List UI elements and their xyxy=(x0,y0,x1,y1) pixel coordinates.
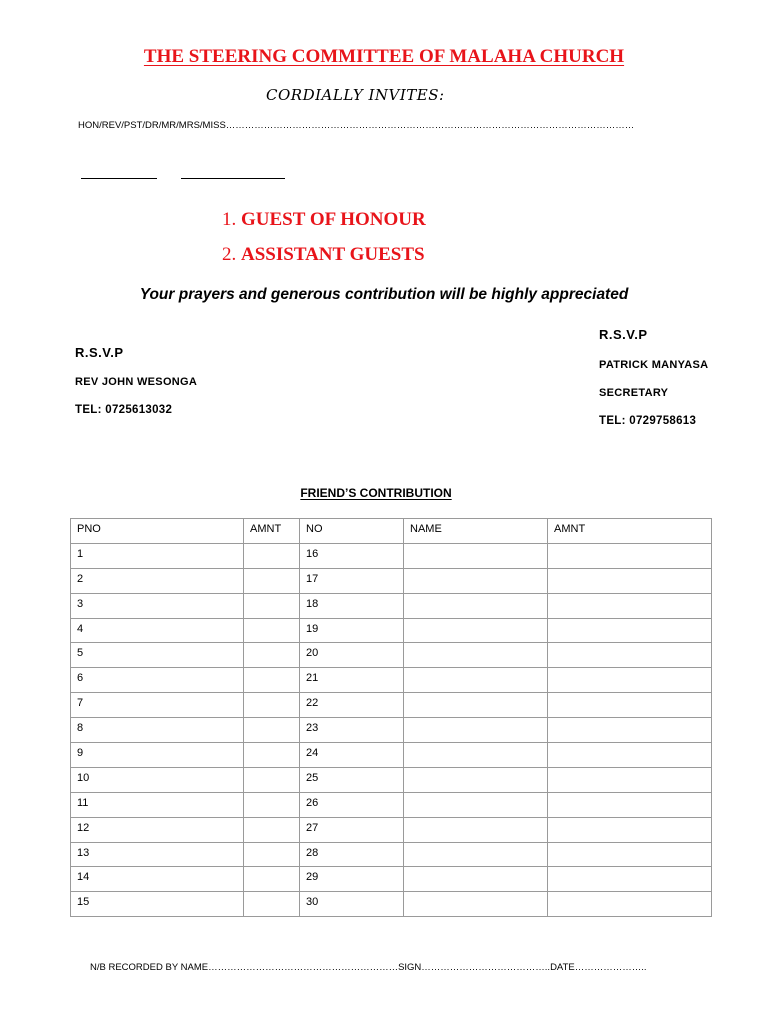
table-row xyxy=(71,892,712,917)
cell-no: 25 xyxy=(300,767,404,792)
cell-name[interactable] xyxy=(404,618,548,643)
rsvp-left-heading: R.S.V.P xyxy=(75,345,124,360)
cell-amnt-2[interactable] xyxy=(548,892,712,917)
cell-no: 26 xyxy=(300,792,404,817)
cell-pno: 2 xyxy=(71,568,244,593)
cell-amnt[interactable] xyxy=(244,792,300,817)
cell-name[interactable] xyxy=(404,643,548,668)
cell-name[interactable] xyxy=(404,668,548,693)
cell-amnt[interactable] xyxy=(244,693,300,718)
cell-no: 17 xyxy=(300,568,404,593)
cell-pno: 1 xyxy=(71,543,244,568)
cell-name[interactable] xyxy=(404,543,548,568)
cell-no: 30 xyxy=(300,892,404,917)
cell-amnt-2[interactable] xyxy=(548,543,712,568)
addressee-line: HON/REV/PST/DR/MR/MRS/MISS………………………………………………………………………………………………………………… xyxy=(78,120,635,131)
rsvp-right-heading: R.S.V.P xyxy=(599,327,648,342)
cell-amnt-2[interactable] xyxy=(548,593,712,618)
cell-pno: 10 xyxy=(71,767,244,792)
cell-name[interactable] xyxy=(404,892,548,917)
invitation-title: THE STEERING COMMITTEE OF MALAHA CHURCH xyxy=(143,46,625,67)
cell-pno: 6 xyxy=(71,668,244,693)
cell-pno: 11 xyxy=(71,792,244,817)
cell-name[interactable] xyxy=(404,767,548,792)
cell-no: 16 xyxy=(300,543,404,568)
guest-label: GUEST OF HONOUR xyxy=(241,209,426,230)
cell-no: 22 xyxy=(300,693,404,718)
cell-pno: 7 xyxy=(71,693,244,718)
cell-amnt-2[interactable] xyxy=(548,867,712,892)
invites-heading: CORDIALLY INVITES: xyxy=(266,86,445,104)
table-row xyxy=(71,867,712,892)
table-row xyxy=(71,718,712,743)
cell-name[interactable] xyxy=(404,842,548,867)
assistant-guests-item xyxy=(222,244,425,266)
rsvp-right-name: PATRICK MANYASA xyxy=(599,359,709,371)
cell-pno: 4 xyxy=(71,618,244,643)
cell-no: 23 xyxy=(300,718,404,743)
cell-amnt[interactable] xyxy=(244,743,300,768)
cell-amnt-2[interactable] xyxy=(548,643,712,668)
cell-no: 19 xyxy=(300,618,404,643)
rsvp-right-role: SECRETARY xyxy=(599,387,669,399)
cell-name[interactable] xyxy=(404,792,548,817)
table-row xyxy=(71,568,712,593)
cell-amnt[interactable] xyxy=(244,668,300,693)
cell-name[interactable] xyxy=(404,693,548,718)
table-row xyxy=(71,618,712,643)
cell-pno: 15 xyxy=(71,892,244,917)
cell-amnt-2[interactable] xyxy=(548,842,712,867)
rsvp-left-tel: TEL: 0725613032 xyxy=(75,404,173,416)
cell-no: 24 xyxy=(300,743,404,768)
cell-amnt-2[interactable] xyxy=(548,767,712,792)
cell-amnt[interactable] xyxy=(244,568,300,593)
cell-name[interactable] xyxy=(404,743,548,768)
guest-label: ASSISTANT GUESTS xyxy=(241,244,425,265)
cell-amnt[interactable] xyxy=(244,817,300,842)
table-row xyxy=(71,693,712,718)
cell-pno: 5 xyxy=(71,643,244,668)
table-header-row xyxy=(71,519,712,544)
table-row xyxy=(71,817,712,842)
cell-amnt-2[interactable] xyxy=(548,743,712,768)
cell-amnt[interactable] xyxy=(244,767,300,792)
cell-amnt[interactable] xyxy=(244,618,300,643)
rsvp-left-name: REV JOHN WESONGA xyxy=(75,376,198,388)
guest-number: 2. xyxy=(222,244,237,265)
cell-pno: 13 xyxy=(71,842,244,867)
cell-no: 20 xyxy=(300,643,404,668)
rsvp-right-tel: TEL: 0729758613 xyxy=(599,415,697,427)
cell-amnt[interactable] xyxy=(244,593,300,618)
cell-amnt-2[interactable] xyxy=(548,792,712,817)
table-row xyxy=(71,792,712,817)
cell-pno: 3 xyxy=(71,593,244,618)
cell-amnt[interactable] xyxy=(244,892,300,917)
footer-record-line: N/B RECORDED BY NAME……………………………………………………SIGN…………………………………..DATE………………….. xyxy=(90,962,647,973)
cell-no: 29 xyxy=(300,867,404,892)
cell-amnt-2[interactable] xyxy=(548,668,712,693)
table-row xyxy=(71,767,712,792)
table-row xyxy=(71,743,712,768)
table-row xyxy=(71,543,712,568)
cell-name[interactable] xyxy=(404,593,548,618)
cell-no: 18 xyxy=(300,593,404,618)
cell-name[interactable] xyxy=(404,817,548,842)
header-no: NO xyxy=(300,519,404,544)
cell-name[interactable] xyxy=(404,867,548,892)
header-name: NAME xyxy=(404,519,548,544)
cell-no: 21 xyxy=(300,668,404,693)
prayer-line: Your prayers and generous contribution will be highly appreciated xyxy=(139,286,629,303)
header-pno: PNO xyxy=(71,519,244,544)
cell-pno: 9 xyxy=(71,743,244,768)
cell-pno: 8 xyxy=(71,718,244,743)
cell-pno: 12 xyxy=(71,817,244,842)
header-amnt: AMNT xyxy=(244,519,300,544)
cell-amnt-2[interactable] xyxy=(548,718,712,743)
header-amnt-2: AMNT xyxy=(548,519,712,544)
cell-amnt[interactable] xyxy=(244,867,300,892)
cell-amnt[interactable] xyxy=(244,842,300,867)
cell-amnt-2[interactable] xyxy=(548,693,712,718)
cell-amnt-2[interactable] xyxy=(548,817,712,842)
cell-pno: 14 xyxy=(71,867,244,892)
cell-amnt[interactable] xyxy=(244,643,300,668)
contribution-title: FRIEND’S CONTRIBUTION xyxy=(300,486,452,500)
table-row xyxy=(71,668,712,693)
cell-amnt[interactable] xyxy=(244,718,300,743)
blank-line-2 xyxy=(181,178,285,179)
cell-amnt-2[interactable] xyxy=(548,618,712,643)
contribution-table xyxy=(70,518,712,917)
cell-no: 27 xyxy=(300,817,404,842)
cell-amnt-2[interactable] xyxy=(548,568,712,593)
table-row xyxy=(71,643,712,668)
table-row xyxy=(71,842,712,867)
guest-of-honour-item xyxy=(222,209,426,231)
table-row xyxy=(71,593,712,618)
blank-line-1 xyxy=(81,178,157,179)
cell-no: 28 xyxy=(300,842,404,867)
cell-name[interactable] xyxy=(404,718,548,743)
cell-name[interactable] xyxy=(404,568,548,593)
cell-amnt[interactable] xyxy=(244,543,300,568)
guest-number: 1. xyxy=(222,209,237,230)
